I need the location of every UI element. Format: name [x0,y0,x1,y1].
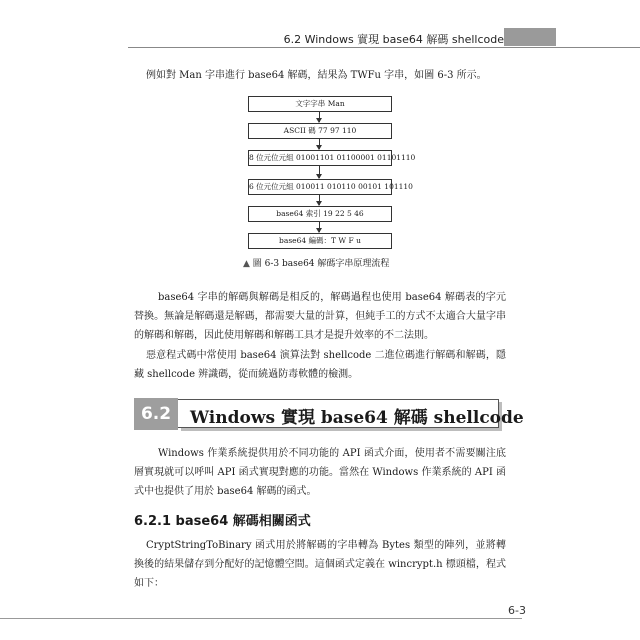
subsection-paragraph: CryptStringToBinary 函式用於將解碼的字串轉為 Bytes 類型的陣列，並將轉換後的結果儲存到分配好的記憶體空間。這個函式定義在 wincrypt.h 標頭檔，程式如下： [134,540,506,589]
figure-caption [243,256,389,269]
section-paragraph: Windows 作業系統提供用於不同功能的 API 函式介面，使用者不需要關注底層實現就可以呼叫 API 函式實現對應的功能。當然在 Windows 作業系統的 API 函式中也提供了用於 base64 解碼的函式。 [134,448,506,497]
flow-step-encoding: base64 編碼：T W F u [248,233,392,249]
section-title: Windows 實現 base64 解碼 shellcode [190,408,524,428]
flow-arrow [319,139,320,149]
footer-rule [0,618,522,619]
paragraph-2: 惡意程式碼中常使用 base64 演算法對 shellcode 二進位碼進行解碼和解碼，隱藏 shellcode 辨識碼，從而繞過防毒軟體的檢測。 [134,350,506,380]
running-title: 6.2 Windows 實現 base64 解碼 shellcode [283,33,504,46]
caption-text: 圖 6-3 base64 解碼字串原理流程 [252,259,390,269]
flow-step-ascii: ASCII 碼 77 97 110 [248,123,392,139]
page-number: 6-3 [508,604,526,617]
subsection-title: 6.2.1 base64 解碼相關函式 [134,514,311,529]
section-number: 6.2 [134,398,178,430]
flow-arrow [319,166,320,178]
caption-triangle-icon: ▲ [243,259,250,269]
header-tab [504,28,556,46]
intro-text: 例如對 Man 字串進行 base64 解碼，結果為 TWFu 字串，如圖 6-3 所示。 [146,70,487,81]
flow-step-index: base64 索引 19 22 5 46 [248,206,392,222]
paragraph-1: base64 字串的解碼與解碼是相反的，解碼過程也使用 base64 解碼表的字元替換。無論是解碼還是解碼，都需要大量的計算，但純手工的方式不太適合大量字串的解碼和解碼，因此使用解碼和解碼工具才是提升效率的不二法則。 [134,292,506,341]
flow-arrow [319,222,320,232]
flow-step-6bit: 6 位元位元組 010011 010110 00101 101110 [248,179,392,195]
flow-arrow [319,195,320,205]
flow-arrow [319,112,320,122]
page-header [0,28,640,48]
flow-step-text-string: 文字字串 Man [248,96,392,112]
header-rule [128,47,640,48]
flow-step-8bit: 8 位元位元組 01001101 01100001 01101110 [248,150,392,166]
